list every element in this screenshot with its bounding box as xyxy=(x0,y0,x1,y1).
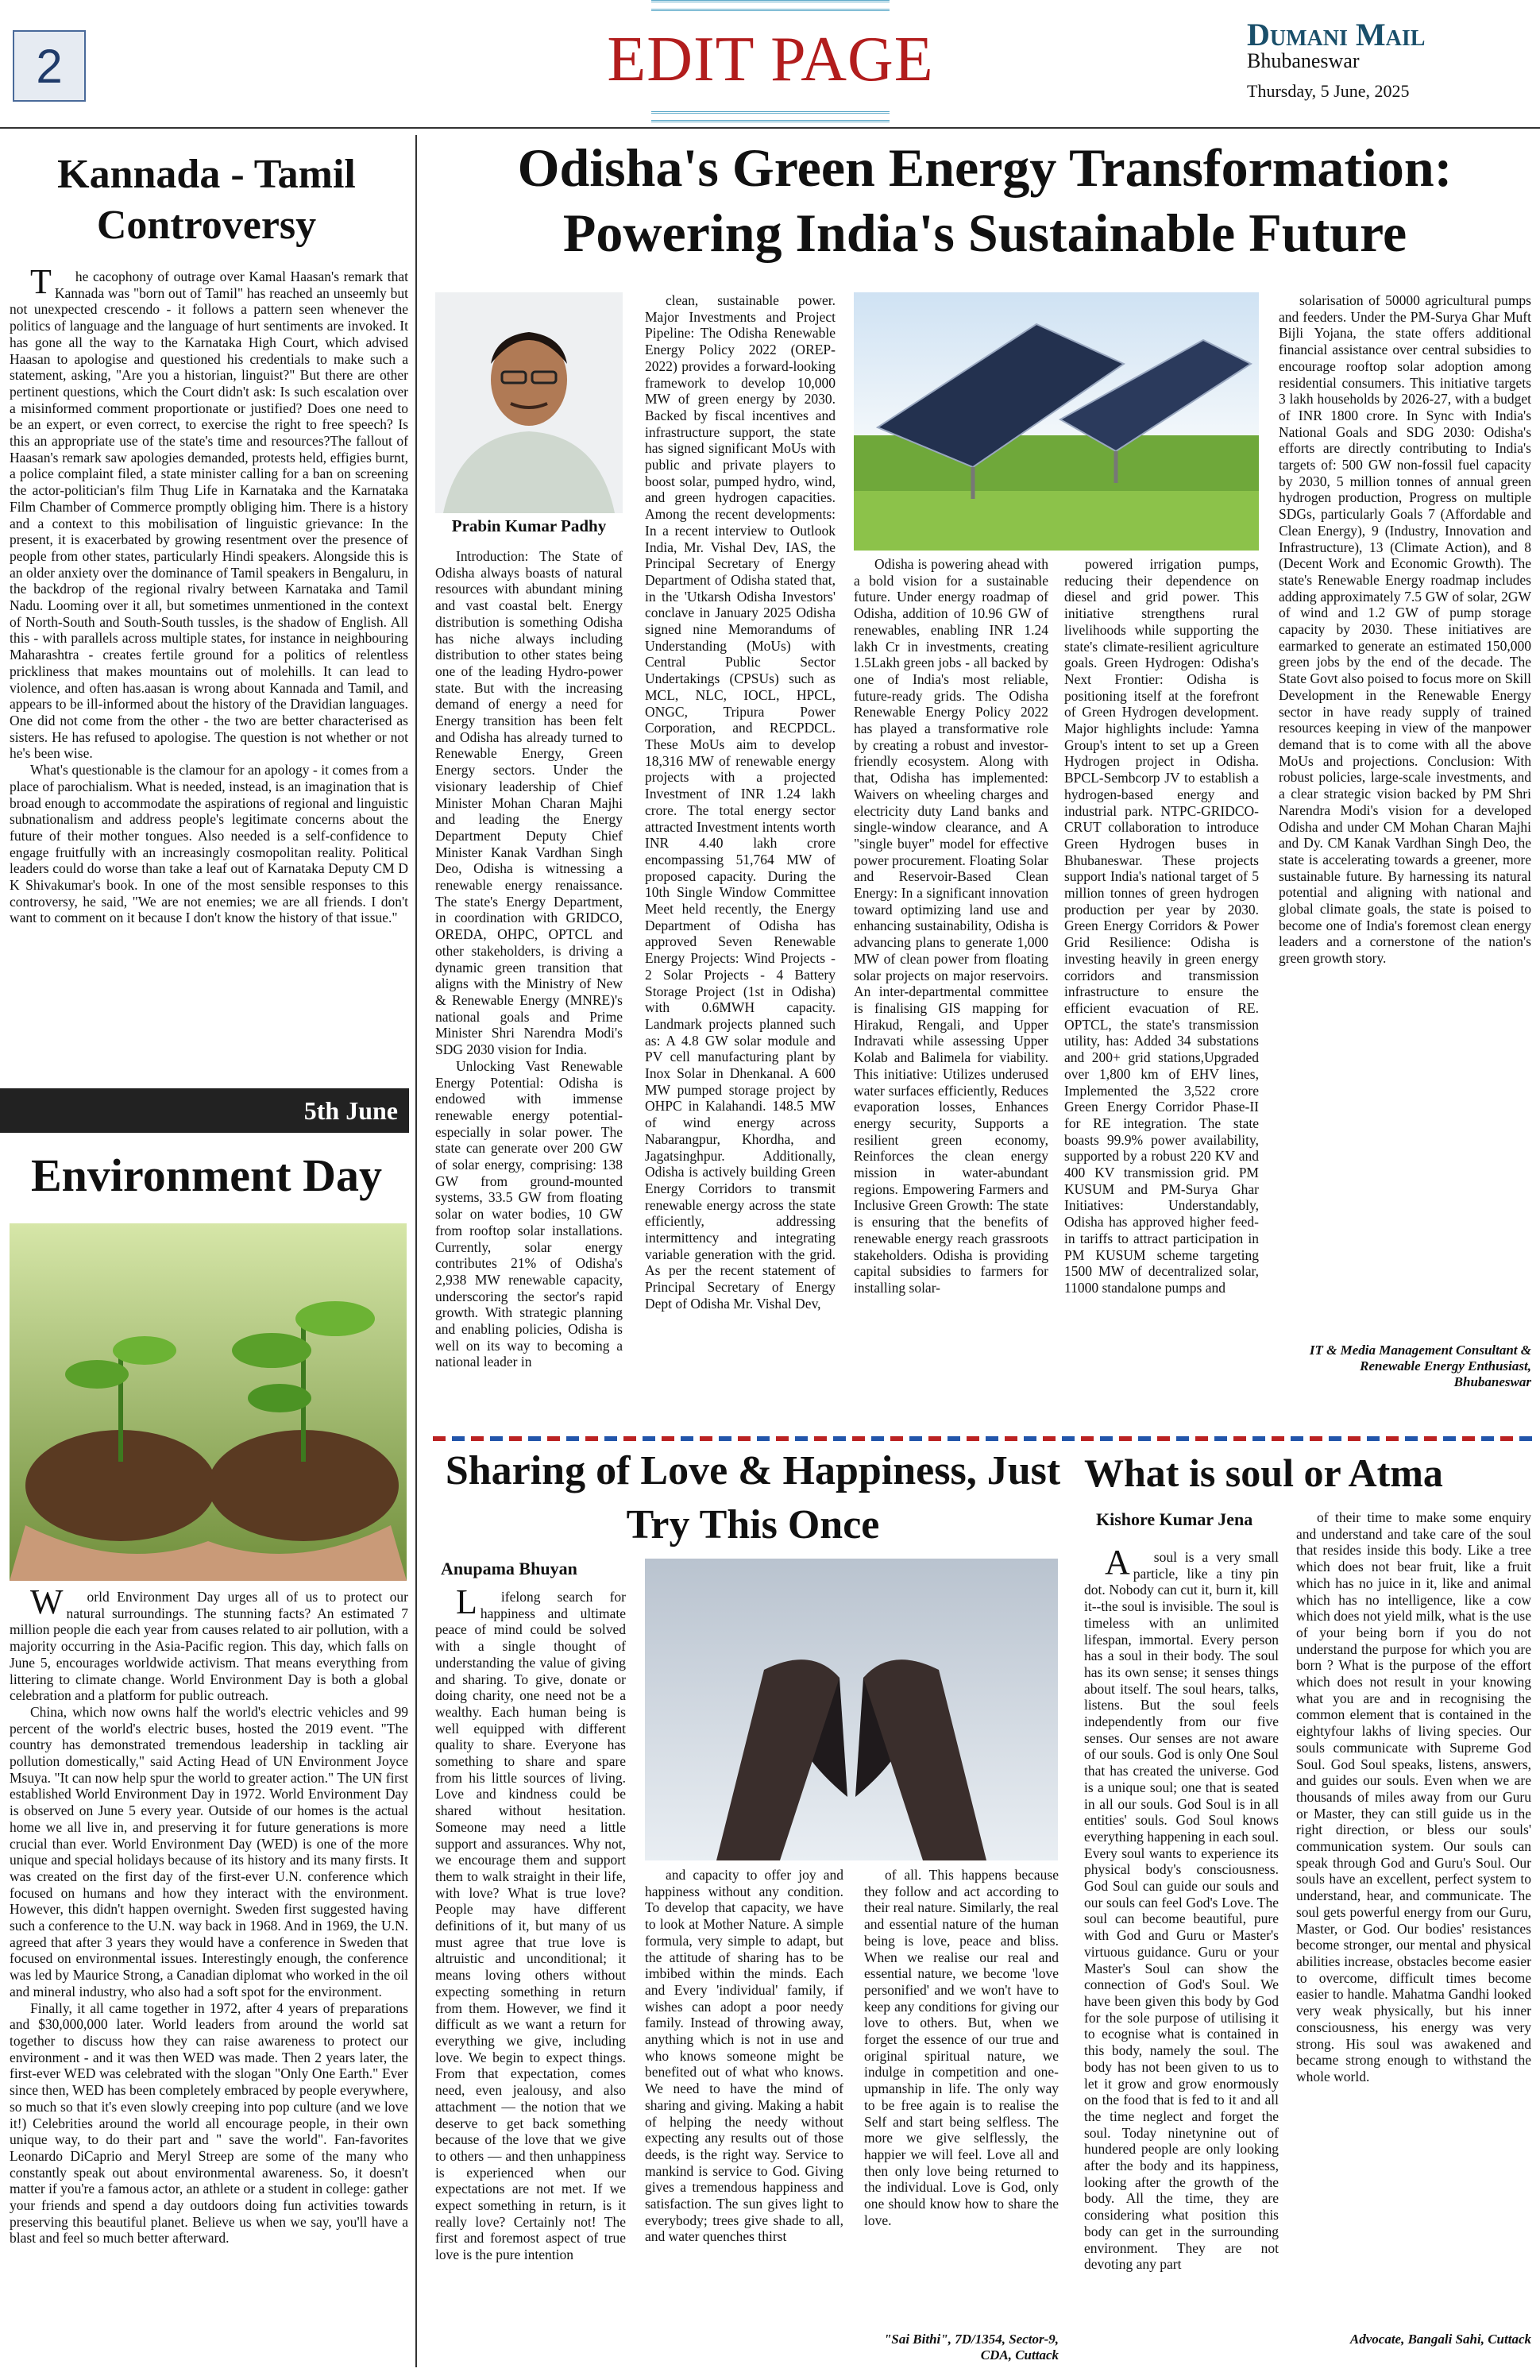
paper-name: Dumani Mail xyxy=(1247,17,1426,52)
lead-c1b: Unlocking Vast Renewable Energy Potential: Odisha is endowed with immense renewable energy potential-especially in solar power. The state can generate over 200 GW of solar energy, comprising: 138 GW from ground-mounted systems, 33.5 GW from floating solar on water bodies, 10 GW from rooftop solar installations. Currently, solar energy contributes 21% of Odisha's 2,938 MW renewable capacity, underscoring the sector's rapid growth. With strategic planning and enabling policies, Odisha is well on its way to becoming a national leader in xyxy=(435,1057,623,1370)
lead-col-5 xyxy=(1279,292,1531,1333)
soul-c1: Asoul is a very small particle, like a tiny pin dot. Nobody can cut it, burn it, kill it--the soul is invisible. The soul is timeless with an unlimited lifespan, immortal. Every person has a soul in their body. The soul has its own sense; it senses things about itself. The soul hears, talks, listens. But the soul feels independently from our five senses. Our senses are not aware of our souls. God is only One Soul that has created the universe. God is a unique soul; one that is seated in all our souls. God Soul is in all entities' souls. God Soul knows everything happening in each soul. Every soul wants to experience its physical body's consciousness. God Soul can guide our souls and our souls can feel God's Love. The soul can become beautiful, pure with God and Guru or Master's virtuous guidance. Guru or your Master's Soul can show the connection of God's Soul. We have been given this body by God for the sole purpose of utilising it to ecognise what is contained in this body, namely the soul. The body has not been given to us to let it grow and grow enormously on the food that is fed to it and all the time neglect and forget the soul. Today ninetynine out of hundered people are only looking after the body and its happiness, looking after the growth of the body. All the time, they are considering what position this body can get in the surrounding environment. They are not devoting any part xyxy=(1084,1549,1279,2273)
lead-c3: Odisha is powering ahead with a bold vision for a sustainable future. Under energy roadmap of Odisha, addition of 10.96 GW of renewables, enabling INR 1.24 lakh Cr in investments, creating 1.5Lakh green jobs - all backed by one of India's most reliable, future-ready grids. The Odisha Renewable Energy Policy 2022 has played a transformative role by creating a robust and investor-friendly ecosystem. Along with that, Odisha has implemented: Waivers on wheeling charges and electricity duty Land banks and single-window clearance, and A "single buyer" model for effective power procurement. Floating Solar and Reservoir-Based Clean Energy: In a significant innovation toward optimizing land use and enhancing sustainability, Odisha is advancing plans to generate 1,000 MW of clean power from floating solar projects on major reservoirs. An inter-departmental committee is finalising GIS mapping for Hirakud, Rengali, and Upper Indravati while assessing Upper Kolab and Balimela for viability. This initiative: Utilizes underused water surfaces efficiently, Reduces evaporation losses, Enhances energy security, Supports a resilient green economy, Reinforces the clean energy mission in water-abundant regions. Empowering Farmers and Inclusive Green Growth: The state is ensuring that the benefits of renewable energy reach grassroots stakeholders. Odisha is providing capital subsidies to farmers for installing solar- xyxy=(854,556,1048,1296)
lead-signature: IT & Media Management Consultant & Renewable Energy Enthusiast, Bhubaneswar xyxy=(1309,1343,1531,1389)
env-p3: Finally, it all came together in 1972, after 4 years of preparations and $30,000,000 later. World leaders from around the world sat together to discuss how they can raise awareness to protect our environment - and it was then WED was made. Then 2 years later, the first-ever WED was celebrated with the slogan "Only One Earth." Ever since then, WED has been completely embraced by people everywhere, so much so that it's even slowly creeping into pop culture (and we love it!) Celebrities around the world all encourage people, in their own unique way, to do their part and " save the world". Fan-favorites Leonardo DiCaprio and Meryl Streep are some of the many who constantly speak out about environmental awareness. So, it doesn't matter if you're a famous actor, an athlete or a student in college: gather your friends and spend a day outdoors doing fun activities towards preserving this beautiful planet. Believe us when we say, you'll have a blast and feel so much better afterward. xyxy=(10,1999,408,2247)
paper-date: Thursday, 5 June, 2025 xyxy=(1247,81,1410,101)
lead-col-3 xyxy=(854,556,1048,1422)
date-bar: 5th June xyxy=(0,1088,409,1133)
lead-c1: Introduction: The State of Odisha always boasts of natural resources with abundant mining and vast coastal belt. Energy distribution is something Odisha has niche always including distribution to other states being one of the leading Hydro-power state. But with the increasing demand of energy a need for Energy transition has been felt and Odisha has already turned to Renewable Energy, Green Energy sectors. Under the visionary leadership of Chief Minister Mohan Charan Majhi and leading the Energy Department Deputy Chief Minister Kanak Vardhan Singh Deo, Odisha is witnessing a renewable energy renaissance. The state's Energy Department, in coordination with GRIDCO, OREDA, OHPC, OPTCL and other stakeholders, is driving a dynamic green transition that aligns with the Ministry of New & Renewable Energy (MNRE)'s national goals and Prime Minister Shri Narendra Modi's SDG 2030 vision for India. xyxy=(435,548,623,1058)
kannada-body xyxy=(10,269,408,1087)
section-title: EDIT PAGE xyxy=(607,25,934,95)
kannada-title: Kannada - Tamil Controversy xyxy=(57,152,356,248)
love-c1: Lifelong search for happiness and ultimate peace of mind could be solved with a single thought of understanding the value of giving and sharing. To give, donate or doing charity, one need not be a wealthy. Each human being is well equipped with different quality to share. Everyone has something to share and spare from his little sources of living. Love and kindness could be shared without hesitation. Someone may need a little support and assurances. Why not, we encourage them and support them to walk straight in their life, with love? What is true love? People may have different definitions of it, but many of us must agree that true love is altruistic and unconditional; it means loving others without expecting something in return from them. However, we find it difficult as we want a return for everything we give, including love. We begin to expect things. From that expectation, comes need, even jealousy, and also attachment — the notion that we deserve to get back something because of the love that we give to others — and then unhappiness is experienced when our expectations are not met. If we expect something in return, is it really love? Certainly not! The first and foremost aspect of true love is the pure intention xyxy=(435,1589,626,2263)
section-divider xyxy=(433,1436,1533,1441)
lead-author: Prabin Kumar Padhy xyxy=(451,516,607,535)
page-number: 2 xyxy=(13,30,86,102)
left-col-rule xyxy=(415,135,417,2367)
soul-col-2 xyxy=(1296,1509,1531,2320)
soul-c2: of their time to make some enquiry and understand and take care of the soul that resides inside this body. Like a tree which does not bear fruit, like a fruit which has no juice in it, like and animal which has no intelligence, like a cow which does not yield milk, what is the use of your being born if you do not understand the purpose for which you are born ? What is the purpose of the effort which does not result in your knowing what you are and in recognising the common element that is contained in the eightyfour lakhs of living species. Our souls communicate with Supreme God Soul. God Soul speaks, listens, answers, and guides our souls. Even when we are thousands of miles away from our Guru or Master, they can still guide us in the right direction, or bless our souls' communication system. Our souls can speak through God and Guru's Soul. Our souls have an excellent, perfect system to understand, hear, and communicate. The soul gets powerful energy from our Guru, Master, or God. Our bodies' resistances become stronger, our mental and physical abilities increase, obstacles become easier to overcome, difficult times become easier to handle. Mahatma Gandhi looked very weak physically, but his inner consciousness, his energy was very strong. His soul was awakened and became strong enough to withstand the whole world. xyxy=(1296,1509,1531,2084)
solar-panel-image xyxy=(854,292,1259,551)
love-author: Anupama Bhuyan xyxy=(441,1559,577,1578)
love-col-1 xyxy=(435,1589,626,2371)
header-rule xyxy=(0,127,1540,129)
love-c2: and capacity to offer joy and happiness without any condition. To develop that capacity, we have to look at Mother Nature. A simple formula, very simple to adapt, but the attitude of sharing has to be imbibed within the minds. Each and Every 'individual' family, if wishes can adopt a poor needy family. Instead of throwing away, anything which is not in use and who knows someone might be benefited out of what who knows. We need to have the mind of sharing and giving. Making a habit of helping the needy without expecting any results out of those deeds, is the right way. Service to mankind is service to God. Giving gives a tremendous happiness and satisfaction. The sun gives light to everybody; trees give shade to all, and water quenches thirst xyxy=(645,1867,843,2245)
kannada-p1: The cacophony of outrage over Kamal Haasan's remark that Kannada was "born out of Tamil" has reached an unseemly but not unexpected crescendo - it follows a pattern seen whenever the politics of language and the language of hurt sentiments are invoked. It has gone all the way to the Karnataka High Court, which advised Haasan to apologise and questioned his credentials to make such a statement, asking, "Are you a historian, linguist?" But there are other pertinent questions, which the Court didn't ask: Is such escalation over a misinformed comment proportionate or justified? Does one need to be an expert, or even correct, to exercise the right to free speech? Is this an appropriate use of the state's time and resources?The fallout of Haasan's remark saw apologies demanded, protests held, effigies burnt, a police complaint filed, a state minister calling for a ban on screening the actor-politician's film Thug Life in Karnataka and the Karnataka Film Chamber of Commerce promptly obliging him. There is a history and a context to this mobilisation of linguistic grievance: In the present, it is exacerbated by growing resentment over the presence of people from other states, particularly Hindi speakers. Alongside this is an older anxiety over the dominance of Tamil speakers in Bengaluru, in the backdrop of the regional rivalry between Karnataka and Tamil Nadu. Looming over it all, but sometimes unmentioned in the context of North-South and South-South tussles, is the shadow of English. All this - with parallels across multiple states, for instance in neighbouring Maharashtra - creates fertile ground for a politics of relentless prickliness that makes mountains out of molehills. It can lead to violence, and often has.aasan is wrong about Kannada and Tamil, and appears to be ill-informed about the history of the Dravidian languages. One did not come from the other - the two are better characterised as sisters. He has refused to apologise. The question is not whether or not he's been wise. xyxy=(10,269,408,762)
lead-col-2 xyxy=(645,292,836,1419)
soul-signature: Advocate, Bangali Sahi, Cuttack xyxy=(1349,2332,1531,2347)
kannada-p2: What's questionable is the clamour for an apology - it comes from a place of parochialism. What is needed, instead, is an imagination that is broad enough to accommodate the aspirations of regional and linguistic subnationalism and address people's legitimate concerns about the future of their mother tongues. Also needed is a self-confidence to engage fruitfully with an increasingly cosmopolitan reality. Political leaders could do worse than take a leaf out of Karnataka Deputy CM D K Shivakumar's book. In one of the most sensible responses to this controversy, he said, "We are not enemies; we are all friends. I don't want to comment on it because I don't know the history of that issue." xyxy=(10,762,408,926)
love-signature: "Sai Bithi", 7D/1354, Sector-9, CDA, Cuttack xyxy=(883,2332,1059,2363)
heart-hands-image xyxy=(645,1559,1058,1860)
env-p1: World Environment Day urges all of us to protect our natural surroundings. The stunning facts? An estimated 7 million people die each year from causes related to air pollution, with a majority occurring in the Asia-Pacific region. This day, which falls on June 5, encourages worldwide activism. That means everything from littering to climate change. World Environment Day is both a global celebration and a platform for public outreach. xyxy=(10,1589,408,1704)
environment-body xyxy=(10,1589,408,2371)
paper-city: Bhubaneswar xyxy=(1247,49,1360,72)
lead-c5: solarisation of 50000 agricultural pumps and feeders. Under the PM-Surya Ghar Muft Bijli Yojana, the state offers additional financial assistance over central subsidies to encourage rooftop solar adoption among residential consumers. This initiative targets 3 lakh households by 2026-27, with a budget of INR 1800 crore. In Sync with India's National Goals and SDG 2030: Odisha's efforts are directly contributing to India's targets of: 500 GW non-fossil fuel capacity by 2030, 5 million tonnes of annual green hydrogen production, Progress on multiple SDGs, particularly Goals 7 (Affordable and Clean Energy), 9 (Industry, Innovation and Infrastructure), 13 (Climate Action), and 8 (Decent Work and Economic Growth). The state's Renewable Energy roadmap includes adding approximately 7.5 GW of solar, 2GW of wind and 1.2 GW of pump storage capacity by 2030. These initiatives are earmarked to generate an estimated 150,000 green jobs by the end of the decade. The State Govt also poised to focus more on Skill Development in the Renewable Energy sector in have ready supply of trained resources keeping in view of the manpower demand that is to come with all the above MoUs and projections. Conclusion: With robust policies, large-scale investments, and a clear strategic vision backed by PM Shri Narendra Modi's vision for a developed Odisha and under CM Mohan Charan Majhi and Dy. CM Kanak Vardhan Singh Deo, the state is accelerating towards a greener, more sustainable future. By harnessing its natural potential and aligning with national and global climate goals, the state is poised to become one of India's foremost clean energy leaders and a cornerstone of the nation's green growth story. xyxy=(1279,292,1531,967)
lead-c4: powered irrigation pumps, reducing their dependence on diesel and grid power. This initiative strengthens rural livelihoods while supporting the state's climate-resilient agriculture goals. Green Hydrogen: Odisha's Next Frontier: Odisha is positioning itself at the forefront of Green Hydrogen development. Major highlights include: Yamna Group's intent to set up a Green Hydrogen project in Odisha. BPCL-Sembcorp JV to establish a hydrogen-based energy and industrial park. NTPC-GRIDCO-CRUT collaboration to introduce Green Hydrogen buses in Bhubaneswar. These projects support India's national target of 5 million tonnes of green hydrogen production per year by 2030. Green Energy Corridors & Power Grid Resilience: Odisha is investing heavily in green energy corridors and transmission infrastructure to ensure the efficient evacuation of RE. OPTCL, the state's transmission utility, has: Added 34 substations and 200+ grid stations,Upgraded over 1,800 km of EHV lines, Implemented the 3,522 crore Green Energy Corridor Phase-II for RE integration. The state boasts 99.9% power availability, supported by a robust 220 KV and 400 KV transmission grid. PM KUSUM and PM-Surya Ghar Initiatives: Understandably, Odisha has approved higher feed-in tariffs to attract participation in PM KUSUM scheme targeting 1500 MW of decentralized solar, 11000 standalone pumps and xyxy=(1064,556,1259,1296)
lead-c2: clean, sustainable power. Major Investments and Project Pipeline: The Odisha Renewable Energy Policy 2022 (OREP-2022) provides a forward-looking framework to develop 10,000 MW of green energy by 2030. Backed by fiscal incentives and infrastructure support, the state has signed significant MoUs with public and private players to boost solar, pumped hydro, wind, and green hydrogen capacities. Among the recent developments: In a recent interview to Outlook India, Mr. Vishal Dev, IAS, the Principal Secretary of Energy Department of Odisha stated that, in the 'Utkarsh Odisha Investors' conclave in January 2025 Odisha signed nine Memorandums of Understanding (MoUs) with Central Public Sector Undertakings (CPSUs) such as MCL, NLC, IOCL, HPCL, ONGC, Tripura Power Corporation, and RECPDCL. These MoUs aim to develop 18,316 MW of renewable energy projects with a projected Investment of INR 1.24 lakh crore. The total energy sector attracted Investment intents worth INR 4.40 lakh crore encompassing 51,764 MW of proposed capacity. During the 10th Single Window Committee Meet held recently, the Energy Department of Odisha has approved Seven Renewable Energy Projects: Wind Projects - 2 Solar Projects - 4 Battery Storage Project (1st in Odisha) with 0.6MWH capacity. Landmark projects planned such as: A 4.8 GW solar module and PV cell manufacturing plant by Inox Solar in Dhenkanal. A 600 MW pumped storage project by OHPC in Kalahandi. 148.5 MW of wind energy across Nabarangpur, Khordha, and Jagatsinghpur. Additionally, Odisha is actively building Green Energy Corridors to transmit renewable energy across the state efficiently, addressing intermittency and integrating variable generation with the grid. As per the recent statement of Principal Secretary of Energy Dept of Odisha Mr. Vishal Dev, xyxy=(645,292,836,1312)
lead-title: Odisha's Green Energy Transformation: Powering India's Sustainable Future xyxy=(517,137,1453,263)
top-ornament-2 xyxy=(651,111,890,122)
environment-title: Environment Day xyxy=(30,1149,383,1201)
lead-col-4 xyxy=(1064,556,1259,1422)
love-col-3 xyxy=(864,1867,1059,2328)
soul-col-1 xyxy=(1084,1549,1279,2371)
soul-author: Kishore Kumar Jena xyxy=(1096,1509,1253,1529)
love-c3: of all. This happens because they follow and act according to their real nature. Similarly, the real and essential nature of the human being is love, peace and bliss. When we realise our real and essential nature, we become 'love personified' and we won't have to keep any conditions for giving our love to others. But, when we forget the essence of our true and original spiritual nature, we indulge in competition and one-upmanship in life. The only way to be free again is to realise the Self and start being selfless. The more we give selflessly, the happier we will feel. Love all and then only love being returned to the individual. Love is God, only one should know how to share the love. xyxy=(864,1867,1059,2228)
author-photo xyxy=(435,292,623,513)
plant-hands-image xyxy=(10,1223,407,1581)
env-p2: China, which now owns half the world's electric vehicles and 99 percent of the world's electric buses, hosted the 2019 event. "The country has demonstrated tremendous leadership in tackling air pollution domestically," said Acting Head of UN Environment Joyce Msuya. "It can now help spur the world to greater action." The UN first established World Environment Day in 1972. World Environment Day is observed on June 5 every year. Outside of our homes is the actual home we all live in, and preserving it for future generations is more crucial than ever. World Environment Day (WED) is one of the more unique and special holidays because of its history and its many firsts. It was created on the first day of the first-ever U.N. conference which focused on humans and how they interact with the environment. However, this didn't happen overnight. Sweden first suggested having such a conference to the U.N. way back in 1968. And in 1969, the U.N. agreed that after 3 years they would have a conference in Sweden that focused on environmental issues. Interestingly enough, the conference was led by Maurice Strong, a Canadian diplomat who worked in the oil and mineral industry, who also had a soft spot for the environment. xyxy=(10,1703,408,1999)
top-ornament xyxy=(651,0,890,11)
soul-title: What is soul or Atma xyxy=(1084,1451,1443,1495)
lead-col-1 xyxy=(435,548,623,1422)
love-col-2 xyxy=(645,1867,843,2371)
love-title: Sharing of Love & Happiness, Just Try This Once xyxy=(445,1448,1061,1547)
